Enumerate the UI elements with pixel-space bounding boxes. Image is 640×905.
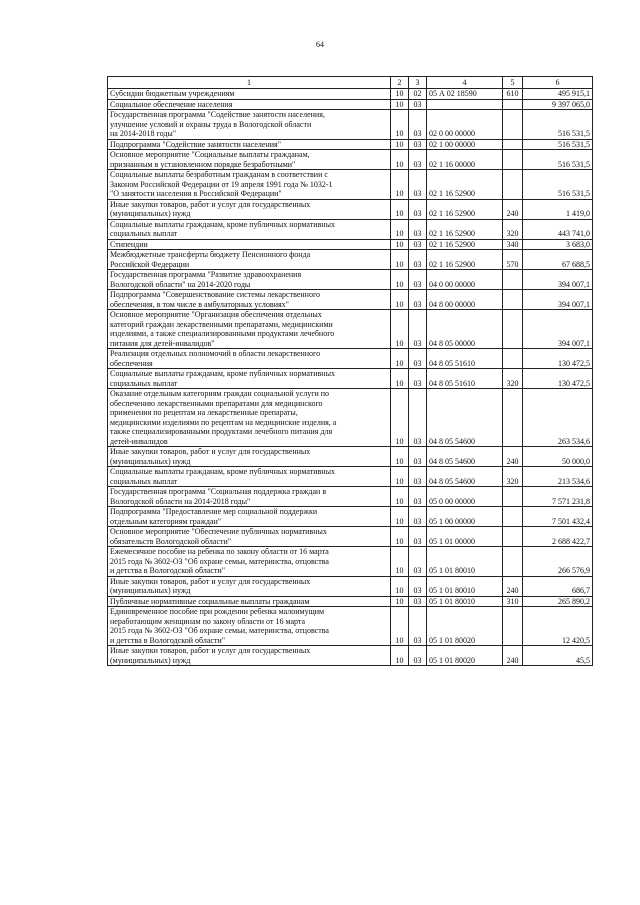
row-sum-cell: 130 472,5 [523, 369, 593, 389]
row-name-cell: Социальные выплаты гражданам, кроме публичных нормативных социальных выплат [108, 219, 391, 239]
row-type-cell [503, 527, 523, 547]
row-subsection-cell: 03 [409, 467, 427, 487]
row-code-cell: 05 1 01 80010 [427, 576, 503, 596]
row-sum-cell: 516 531,5 [523, 139, 593, 150]
row-section-cell: 10 [391, 646, 409, 666]
table-row [108, 89, 593, 100]
row-sum-cell: 12 420,5 [523, 607, 593, 646]
row-sum-cell: 3 683,0 [523, 239, 593, 250]
row-name-cell: Социальные выплаты гражданам, кроме публичных нормативных социальных выплат [108, 467, 391, 487]
table-row [108, 139, 593, 150]
row-sum-cell: 266 576,9 [523, 547, 593, 577]
row-section-cell: 10 [391, 447, 409, 467]
header-col-6: 6 [523, 77, 593, 89]
row-type-cell: 610 [503, 89, 523, 100]
row-section-cell: 10 [391, 239, 409, 250]
row-type-cell [503, 170, 523, 200]
row-type-cell [503, 150, 523, 170]
row-name-cell: Подпрограмма "Предоставление мер социальной поддержки отдельным категориям граждан" [108, 507, 391, 527]
row-subsection-cell: 03 [409, 219, 427, 239]
table-row [108, 607, 593, 646]
row-name-cell: Иные закупки товаров, работ и услуг для государственных (муниципальных) нужд [108, 576, 391, 596]
row-sum-cell: 495 915,1 [523, 89, 593, 100]
row-code-cell: 04 8 05 51610 [427, 369, 503, 389]
row-code-cell: 02 1 16 52900 [427, 219, 503, 239]
row-sum-cell: 67 688,5 [523, 250, 593, 270]
row-code-cell: 02 1 16 52900 [427, 170, 503, 200]
table-row [108, 250, 593, 270]
row-sum-cell: 394 007,1 [523, 310, 593, 349]
row-code-cell: 05 1 01 80020 [427, 607, 503, 646]
row-sum-cell: 265 890,2 [523, 596, 593, 607]
row-section-cell: 10 [391, 110, 409, 140]
row-name-cell: Субсидии бюджетным учреждениям [108, 89, 391, 100]
row-type-cell: 320 [503, 467, 523, 487]
row-section-cell: 10 [391, 170, 409, 200]
row-subsection-cell: 03 [409, 199, 427, 219]
row-code-cell: 04 8 05 00000 [427, 310, 503, 349]
row-sum-cell: 130 472,5 [523, 349, 593, 369]
row-section-cell: 10 [391, 99, 409, 110]
row-code-cell: 02 1 00 00000 [427, 139, 503, 150]
row-section-cell: 10 [391, 310, 409, 349]
row-section-cell: 10 [391, 349, 409, 369]
row-section-cell: 10 [391, 507, 409, 527]
row-type-cell [503, 507, 523, 527]
row-type-cell [503, 110, 523, 140]
page-number: 64 [316, 40, 324, 49]
row-subsection-cell: 03 [409, 270, 427, 290]
row-section-cell: 10 [391, 527, 409, 547]
row-section-cell: 10 [391, 250, 409, 270]
table-row [108, 270, 593, 290]
row-type-cell: 240 [503, 646, 523, 666]
table-row [108, 199, 593, 219]
row-sum-cell: 50 000,0 [523, 447, 593, 467]
row-subsection-cell: 03 [409, 239, 427, 250]
header-col-2: 2 [391, 77, 409, 89]
row-section-cell: 10 [391, 389, 409, 447]
row-name-cell: Реализация отдельных полномочий в области лекарственного обеспечения [108, 349, 391, 369]
table-row [108, 507, 593, 527]
header-col-1: 1 [108, 77, 391, 89]
row-sum-cell: 213 534,6 [523, 467, 593, 487]
row-code-cell: 02 1 16 00000 [427, 150, 503, 170]
row-code-cell: 04 8 05 54600 [427, 467, 503, 487]
row-name-cell: Государственная программа "Содействие занятости населения, улучшение условий и охраны труда в Вологодской области на 2014-2018 годы" [108, 110, 391, 140]
row-type-cell: 570 [503, 250, 523, 270]
row-code-cell: 04 0 00 00000 [427, 270, 503, 290]
row-type-cell [503, 139, 523, 150]
row-name-cell: Ежемесячное пособие на ребенка по закону области от 16 марта 2015 года № 3602-ОЗ "Об охране семьи, материнства, отцовства и детства в Вологодской области" [108, 547, 391, 577]
row-section-cell: 10 [391, 270, 409, 290]
row-sum-cell: 443 741,0 [523, 219, 593, 239]
row-type-cell [503, 487, 523, 507]
row-subsection-cell: 03 [409, 250, 427, 270]
row-subsection-cell: 03 [409, 139, 427, 150]
row-subsection-cell: 03 [409, 596, 427, 607]
row-section-cell: 10 [391, 467, 409, 487]
row-code-cell: 05 1 01 80010 [427, 547, 503, 577]
row-sum-cell: 394 007,1 [523, 290, 593, 310]
table-row [108, 389, 593, 447]
table-row [108, 310, 593, 349]
row-type-cell [503, 607, 523, 646]
row-name-cell: Основное мероприятие "Организация обеспечения отдельных категорий граждан лекарственными препаратами, медицинскими изделиями, а также специализированными продуктами лечебного питания для детей-инвалидов" [108, 310, 391, 349]
row-section-cell: 10 [391, 139, 409, 150]
row-subsection-cell: 03 [409, 369, 427, 389]
row-subsection-cell: 02 [409, 89, 427, 100]
row-type-cell: 340 [503, 239, 523, 250]
row-type-cell: 240 [503, 199, 523, 219]
row-name-cell: Социальные выплаты безработным гражданам в соответствии с Законом Российской Федерации от 19 апреля 1991 года № 1032-1 "О занятости населения в Российской Федерации" [108, 170, 391, 200]
row-section-cell: 10 [391, 290, 409, 310]
row-sum-cell: 7 501 432,4 [523, 507, 593, 527]
row-section-cell: 10 [391, 607, 409, 646]
row-subsection-cell: 03 [409, 349, 427, 369]
row-name-cell: Иные закупки товаров, работ и услуг для государственных (муниципальных) нужд [108, 646, 391, 666]
row-section-cell: 10 [391, 219, 409, 239]
row-subsection-cell: 03 [409, 646, 427, 666]
row-type-cell [503, 389, 523, 447]
row-name-cell: Единовременное пособие при рождении ребенка малоимущим неработающим женщинам по закону области от 16 марта 2015 года № 3602-ОЗ "Об охране семьи, материнства, отцовства и детства в Вологодской области" [108, 607, 391, 646]
table-row [108, 369, 593, 389]
table-row [108, 487, 593, 507]
row-sum-cell: 45,5 [523, 646, 593, 666]
row-name-cell: Социальное обеспечение населения [108, 99, 391, 110]
header-col-3: 3 [409, 77, 427, 89]
row-sum-cell: 263 534,6 [523, 389, 593, 447]
row-subsection-cell: 03 [409, 150, 427, 170]
row-section-cell: 10 [391, 369, 409, 389]
row-subsection-cell: 03 [409, 527, 427, 547]
row-type-cell [503, 310, 523, 349]
row-subsection-cell: 03 [409, 607, 427, 646]
row-subsection-cell: 03 [409, 447, 427, 467]
row-sum-cell: 2 688 422,7 [523, 527, 593, 547]
row-name-cell: Подпрограмма "Совершенствование системы лекарственного обеспечения, в том числе в амбулаторных условиях" [108, 290, 391, 310]
header-row [108, 77, 593, 89]
row-sum-cell: 1 419,0 [523, 199, 593, 219]
row-name-cell: Подпрограмма "Содействие занятости населения" [108, 139, 391, 150]
table-row [108, 349, 593, 369]
row-subsection-cell: 03 [409, 547, 427, 577]
row-name-cell: Публичные нормативные социальные выплаты гражданам [108, 596, 391, 607]
row-type-cell: 240 [503, 447, 523, 467]
row-section-cell: 10 [391, 576, 409, 596]
row-type-cell: 310 [503, 596, 523, 607]
row-type-cell: 320 [503, 219, 523, 239]
row-sum-cell: 686,7 [523, 576, 593, 596]
table-row [108, 99, 593, 110]
row-type-cell [503, 290, 523, 310]
row-subsection-cell: 03 [409, 170, 427, 200]
header-col-5: 5 [503, 77, 523, 89]
table-row [108, 576, 593, 596]
row-name-cell: Государственная программа "Развитие здравоохранения Вологодской области" на 2014-2020 годы [108, 270, 391, 290]
row-sum-cell: 9 397 065,0 [523, 99, 593, 110]
row-name-cell: Иные закупки товаров, работ и услуг для государственных (муниципальных) нужд [108, 199, 391, 219]
row-name-cell: Государственная программа "Социальная поддержка граждан в Вологодской области на 2014-2018 годы" [108, 487, 391, 507]
row-type-cell [503, 547, 523, 577]
row-sum-cell: 394 007,1 [523, 270, 593, 290]
row-code-cell: 04 8 05 54600 [427, 447, 503, 467]
row-sum-cell: 516 531,5 [523, 150, 593, 170]
row-type-cell [503, 270, 523, 290]
table-row [108, 447, 593, 467]
row-section-cell: 10 [391, 547, 409, 577]
row-section-cell: 10 [391, 89, 409, 100]
row-subsection-cell: 03 [409, 576, 427, 596]
row-code-cell: 05 1 01 80010 [427, 596, 503, 607]
row-section-cell: 10 [391, 199, 409, 219]
row-type-cell [503, 349, 523, 369]
row-type-cell [503, 99, 523, 110]
row-code-cell: 02 1 16 52900 [427, 250, 503, 270]
row-section-cell: 10 [391, 487, 409, 507]
row-name-cell: Основное мероприятие "Обеспечение публичных нормативных обязательств Вологодской области" [108, 527, 391, 547]
row-subsection-cell: 03 [409, 110, 427, 140]
row-code-cell: 05 А 02 18590 [427, 89, 503, 100]
row-type-cell: 240 [503, 576, 523, 596]
row-subsection-cell: 03 [409, 507, 427, 527]
row-subsection-cell: 03 [409, 389, 427, 447]
budget-table [107, 76, 593, 666]
table-row [108, 219, 593, 239]
row-code-cell: 05 1 01 00000 [427, 527, 503, 547]
row-code-cell: 05 0 00 00000 [427, 487, 503, 507]
row-code-cell: 04 8 05 51610 [427, 349, 503, 369]
row-code-cell: 05 1 01 80020 [427, 646, 503, 666]
row-code-cell: 05 1 00 00000 [427, 507, 503, 527]
row-name-cell: Межбюджетные трансферты бюджету Пенсионного фонда Российской Федерации [108, 250, 391, 270]
table-row [108, 170, 593, 200]
row-sum-cell: 516 531,5 [523, 110, 593, 140]
row-code-cell: 04 8 00 00000 [427, 290, 503, 310]
row-subsection-cell: 03 [409, 99, 427, 110]
row-section-cell: 10 [391, 150, 409, 170]
table-row [108, 467, 593, 487]
row-code-cell: 04 8 05 54600 [427, 389, 503, 447]
table-row [108, 110, 593, 140]
row-type-cell: 320 [503, 369, 523, 389]
row-name-cell: Оказание отдельным категориям граждан социальной услуги по обеспечению лекарственными препаратами для медицинского применения по рецептам на лекарственные препараты, медицинскими изделиями по рецептам на медицинские изделия, а также специализированными продуктами лечебного питания для детей-инвалидов [108, 389, 391, 447]
row-code-cell: 02 1 16 52900 [427, 199, 503, 219]
header-col-4: 4 [427, 77, 503, 89]
table-row [108, 646, 593, 666]
row-subsection-cell: 03 [409, 310, 427, 349]
table-row [108, 547, 593, 577]
row-name-cell: Стипендии [108, 239, 391, 250]
row-code-cell [427, 99, 503, 110]
table-row [108, 150, 593, 170]
table-row [108, 239, 593, 250]
table-row [108, 596, 593, 607]
row-section-cell: 10 [391, 596, 409, 607]
table-row [108, 527, 593, 547]
table-row [108, 290, 593, 310]
row-code-cell: 02 0 00 00000 [427, 110, 503, 140]
row-code-cell: 02 1 16 52900 [427, 239, 503, 250]
row-name-cell: Иные закупки товаров, работ и услуг для государственных (муниципальных) нужд [108, 447, 391, 467]
row-name-cell: Социальные выплаты гражданам, кроме публичных нормативных социальных выплат [108, 369, 391, 389]
row-subsection-cell: 03 [409, 290, 427, 310]
row-subsection-cell: 03 [409, 487, 427, 507]
row-sum-cell: 516 531,5 [523, 170, 593, 200]
row-sum-cell: 7 571 231,8 [523, 487, 593, 507]
row-name-cell: Основное мероприятие "Социальные выплаты гражданам, признанным в установленном порядке безработными" [108, 150, 391, 170]
